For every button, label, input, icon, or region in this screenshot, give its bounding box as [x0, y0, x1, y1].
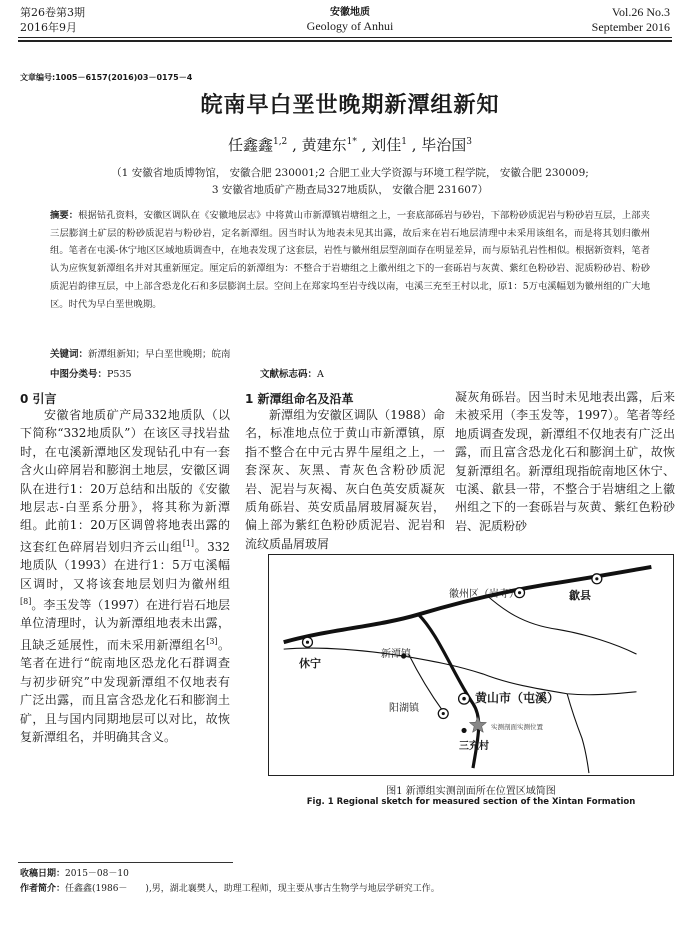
- road-line: [567, 694, 589, 773]
- paper-title: 皖南早白垩世晚期新潭组新知: [200, 93, 500, 118]
- document-code: [260, 366, 324, 380]
- journal-name-en: Geology of Anhui: [306, 19, 394, 33]
- intro-paragraph: 安徽省地质矿产局332地质队（以下简称“332地质队”）在该区寻找岩盐时，在屯溪新潭地区发现钻孔中有一套含火山碎屑岩和膨润土地层，安徽区调队在进行1：20万总结和出版的《安徽地层志-白垩系分册》，将其称为新潭组。此前1：20万区调曾将地表出露的这套红色碎屑岩划归齐云山组: [20, 408, 230, 554]
- keywords-text: 新潭组新知；早白垩世晚期；皖南: [88, 349, 231, 360]
- footnote-rule: [18, 862, 233, 863]
- clc-label: 中图分类号：: [50, 369, 108, 380]
- section-heading-introduction: 0 引言: [20, 392, 57, 406]
- clc-value: P535: [107, 369, 132, 380]
- document-code-label: 文献标志码：: [260, 369, 318, 380]
- author-name: 刘佳: [371, 136, 402, 154]
- abstract-text: 根据钻孔资料，安徽区调队在《安徽地层志》中将黄山市新潭镇岩塘组之上，一套底部砾岩与砂岩，下部粉砂质泥岩与粉砂岩互层，上部夹三层膨润土矿层的粉砂质泥岩与粉砂岩，定名新潭组。因当时认为地表未见其出露，故后来在岩石地层清理中未采用该组名，而是将其划归徽州组。笔者在屯溪-休宁地区区域地质调查中，在地表发现了这套层，岩性与徽州组层型剖面存在明显差异，而与原钻孔岩性相似。根据新资料，笔者认为应恢复新潭组名并对其重新厘定。厘定后的新潭组为：不整合于岩塘组之上徽州组之下的一套砾岩与灰黄、紫红色粉砂岩、泥质粉砂岩、粉砂质泥岩韵律互层，中上部含恐龙化石和多层膨润土层。空间上在郑家坞至岩寺线以南，屯溪三充至王村以北，原1：5万屯溪幅划为徽州组的广大地区。时代为早白垩世晚期。: [50, 210, 650, 310]
- label-yanghu: 阳湖镇: [389, 703, 419, 714]
- date-cn: 2016年9月: [20, 21, 77, 34]
- received-date: [20, 866, 129, 879]
- label-measured-section: 实测剖面实测位置: [491, 723, 543, 731]
- author-name: 任鑫鑫: [227, 136, 273, 154]
- received-value: 2015－08－10: [65, 869, 129, 879]
- figure-caption-cn: 图1 新潭组实测剖面所在位置区域简图: [386, 786, 556, 797]
- author-name: 黄建东: [301, 136, 347, 154]
- author-name: 毕治国: [421, 136, 467, 154]
- label-xiuning: 休宁: [299, 657, 321, 670]
- header-rule-thick: [18, 40, 672, 42]
- label-xintan: 新潭镇: [381, 649, 411, 660]
- author-affiliation-mark: 1,2: [272, 137, 288, 147]
- intro-paragraph: 。笔者在进行“皖南地区恐龙化石群调查与初步研究”中发现新潭组不仅地表有广泛出露，而且富含恐龙化石和膨润土矿，且与国内同期地层可以对比，故恢复新潭组名，并明确其含义。: [20, 637, 230, 744]
- label-huangshan: 黄山市（屯溪）: [475, 691, 560, 705]
- author-affiliation-mark: 1*: [346, 137, 357, 147]
- author-list: [0, 134, 700, 155]
- road-line: [486, 595, 637, 654]
- column3-text: 凝灰角砾岩。因当时未见地表出露，后来未被采用（李玉发等，1997）。笔者等经地质调查发现，新潭组不仅地表有广泛出露，而且富含恐龙化石和膨润土矿，故恢复新潭组名。新潭组现指皖南地区休宁、屯溪、歙县一带，不整合于岩塘组之上徽州组之下的一套砾岩与灰黄、紫红色粉砂岩、泥质粉砂: [455, 390, 675, 533]
- author-affiliation-mark: 1: [401, 137, 407, 147]
- citation: [3]: [206, 636, 218, 646]
- town-marker-sanchong: [461, 728, 466, 733]
- author-affiliation-mark: 3: [466, 137, 473, 147]
- author-bio: [20, 881, 440, 894]
- keywords: [50, 346, 231, 360]
- document-code-value: A: [317, 369, 324, 380]
- label-huizhou: 徽州区（岩寺）: [449, 589, 519, 600]
- journal-name-cn: 安徽地质: [330, 7, 370, 18]
- keywords-label: 关键词：: [50, 349, 89, 360]
- label-shexian: 歙县: [569, 589, 591, 602]
- naming-text: 新潭组为安徽区调队（1988）命名，标准地点位于黄山市新潭镇，原指不整合在中元古界牛屋组之上，一套深灰、灰黑、青灰色含粉砂质泥岩、泥岩与灰褐、灰白色英安质凝灰质角砾岩、英安质晶屑玻屑凝灰岩，偏上部为紫红色粉砂质泥岩、泥岩和流纹质晶屑玻屑: [245, 408, 445, 551]
- introduction-text: [20, 406, 230, 746]
- article-number: 文章编号:1005－6157(2016)03－0175－4: [20, 73, 193, 82]
- label-sanchong: 三充村: [459, 741, 489, 752]
- author-separator: ,: [406, 136, 417, 154]
- date-en: September 2016: [591, 20, 670, 34]
- citation: [1]: [182, 538, 195, 548]
- author-separator: ,: [356, 136, 367, 154]
- section-heading-naming: 1 新潭组命名及沿革: [245, 392, 354, 406]
- header-rule-thin: [18, 37, 672, 38]
- citation: [8]: [20, 597, 32, 607]
- affiliation-line-1: （1 安徽省地质博物馆， 安徽合肥 230001;2 合肥工业大学资源与环境工程学院， 安徽合肥 230009;: [111, 167, 589, 179]
- abstract: [50, 207, 650, 313]
- intro-paragraph: 。332地质队（1993）在进行1：5万屯溪幅区调时，又将该套地层划归为徽州组: [20, 539, 230, 591]
- volume-en: Vol.26 No.3: [611, 5, 670, 19]
- received-label: 收稿日期：: [20, 869, 66, 879]
- road-line: [284, 648, 637, 695]
- figure-1-map: [268, 554, 674, 776]
- volume-cn: 第26卷第3期: [20, 6, 85, 19]
- intro-paragraph: 。李玉发等（1997）在进行岩石地层单位清理时，认为新潭组地表未出露，且缺乏延展性，而未采用新潭组名: [20, 598, 230, 652]
- clc-number: [50, 366, 132, 380]
- affiliation-line-2: 3 安徽省地质矿产勘查局327地质队， 安徽合肥 231607）: [211, 184, 489, 196]
- figure-caption-en: Fig. 1 Regional sketch for measured section of the Xintan Formation: [306, 797, 636, 807]
- author-separator: ,: [287, 136, 297, 154]
- abstract-label: 摘要：: [50, 210, 79, 221]
- author-bio-label: 作者简介：: [20, 884, 66, 894]
- author-bio-text: 任鑫鑫(1986－ ),男，湖北襄樊人，助理工程师，现主要从事古生物学与地层学研究工作。: [65, 884, 440, 894]
